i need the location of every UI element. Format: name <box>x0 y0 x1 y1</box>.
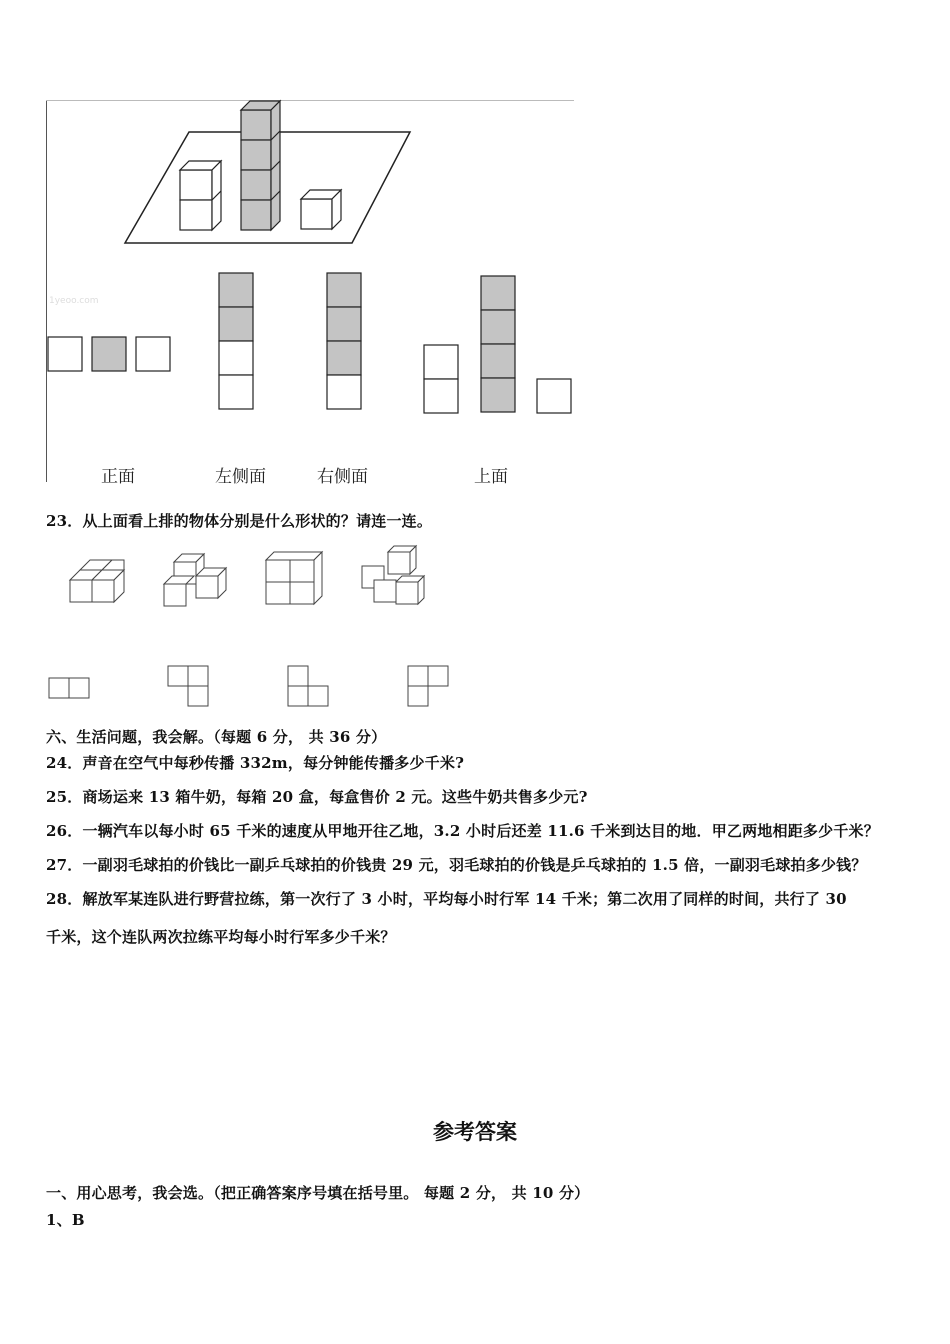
svg-text:1yeoo.com: 1yeoo.com <box>49 296 99 306</box>
shape-2 <box>168 666 208 706</box>
solid-1 <box>70 560 124 602</box>
question-24: 24．声音在空气中每秒传播 332m，每分钟能传播多少千米? <box>46 754 465 772</box>
answer-1: 1、B <box>46 1211 85 1229</box>
q23-solids-row <box>60 542 440 610</box>
view-label-right: 右侧面 <box>317 467 368 487</box>
solid-4 <box>362 546 424 604</box>
question-26: 26．一辆汽车以每小时 65 千米的速度从甲地开往乙地，3.2 小时后还差 11.6 千米到达目的地．甲乙两地相距多少千米？ <box>46 822 879 840</box>
top-view <box>424 276 571 413</box>
shape-4 <box>408 666 448 706</box>
answers-title: 参考答案 <box>433 1120 517 1144</box>
question-28-line1: 28．解放军某连队进行野营拉练，第一次行了 3 小时，平均每小时行军 14 千米；第二次用了同样的时间，共行了 30 <box>46 890 847 908</box>
question-25: 25．商场运来 13 箱牛奶，每箱 20 盒，每盒售价 2 元。这些牛奶共售多少元? <box>46 788 588 806</box>
shape-3 <box>288 666 328 706</box>
solid-3 <box>266 552 322 604</box>
left-stack-cubes <box>180 161 221 230</box>
question-23: 23．从上面看上排的物体分别是什么形状的？请连一连。 <box>46 512 433 530</box>
single-cube <box>301 190 341 229</box>
question-28-line2: 千米，这个连队两次拉练平均每小时行军多少千米？ <box>46 928 396 946</box>
section-6-title: 六、生活问题，我会解。（每题 6 分， 共 36 分） <box>46 728 387 746</box>
right-side-view <box>327 273 361 409</box>
shape-1 <box>49 678 89 698</box>
view-label-top: 上面 <box>474 467 508 487</box>
front-view <box>48 337 170 371</box>
answers-section-1: 一、用心思考，我会选。（把正确答案序号填在括号里。 每题 2 分， 共 10 分） <box>46 1184 590 1202</box>
view-label-front: 正面 <box>101 467 135 487</box>
solid-2 <box>164 554 226 606</box>
q23-shapes-row <box>46 664 456 712</box>
tall-stack-cubes <box>241 101 280 230</box>
cube-arrangement-figure <box>46 100 574 482</box>
question-27: 27．一副羽毛球拍的价钱比一副乒乓球拍的价钱贵 29 元，羽毛球拍的价钱是乒乓球拍的 1.5 倍，一副羽毛球拍多少钱？ <box>46 856 867 874</box>
left-side-view <box>219 273 253 409</box>
view-label-left: 左侧面 <box>215 467 266 487</box>
